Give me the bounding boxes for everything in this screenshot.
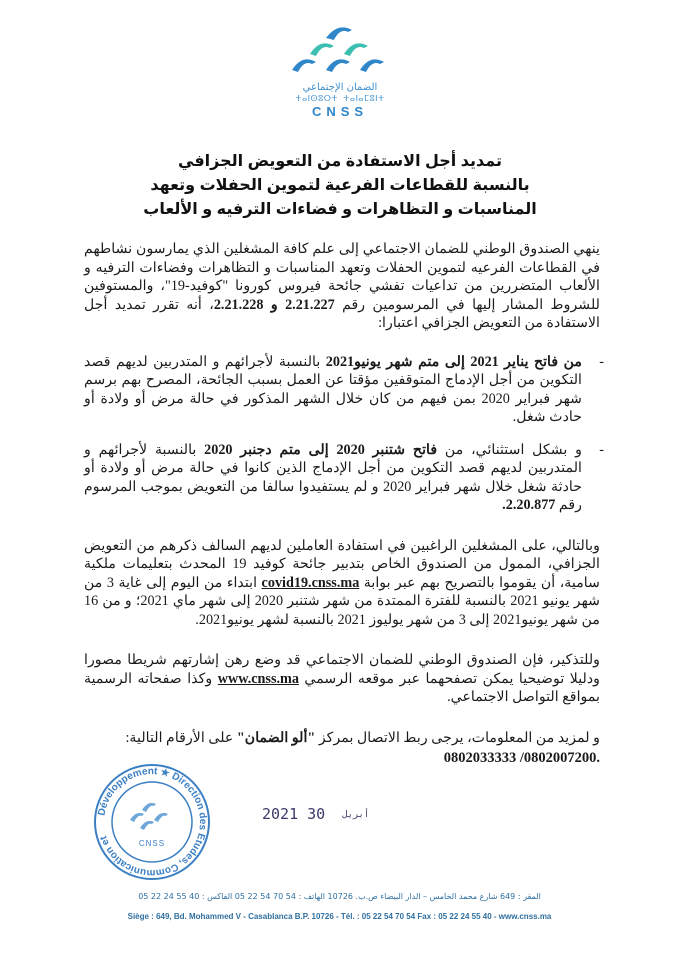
declaration-paragraph	[84, 537, 600, 630]
reminder-text-end: وكذا صفحاته الرسمية بمواقع التواصل الاجتماعي.	[84, 670, 600, 705]
svg-text:Développement ★ Direction des: Développement ★ Direction des Etudes, Communication et	[96, 765, 209, 879]
bullet-period: من فاتح يناير 2021 إلى متم شهر يونيو2021	[325, 353, 582, 370]
logo-acronym: CNSS	[311, 104, 369, 119]
bullet-text: بالنسبة لأجرائهم و المتدربين لديهم قصد التكوين من أجل الإدماج المتوقفين مؤقتا عن العمل بسبب الجائحة، المصرح بهم برسم شهر فبراير 2020 بمن فيهم من كان خلال الشهر المذكور في حالة مرض أو ولادة أو حادث شغل.	[84, 353, 583, 425]
covid-portal-link[interactable]: covid19.cnss.ma	[261, 574, 360, 591]
bullet-dash: -	[599, 441, 604, 458]
declaration-text-end: ابتداء من اليوم إلى غاية 3 من شهر يونيو 2021 بالنسبة للفترة الممتدة من شهر شتنبر 2020 إلى شهر ماي 2021؛ و من 16 من شهر يونيو2021 إلى 3 من شهر يوليوز 2021 بالنسبة لشهر يونيو2021.	[84, 574, 600, 628]
bullet-item-1	[84, 353, 604, 427]
footer-address-french: Siège : 649, Bd. Mohammed V - Casablanca B.P. 10726 - Tél. : 05 22 54 70 54 Fax : 05 22 24 55 40 - www.cnss.ma	[127, 912, 552, 921]
date-day: 30	[307, 805, 326, 823]
cnss-stamp-icon	[92, 762, 212, 882]
logo-tifinagh-name: ⵜⴰⵏⵙⵓⵔⵜ ⵜⴰⵏⴰⵎⵓⵏⵜ	[295, 94, 385, 103]
title-line-3: المناسبات و التظاهرات و فضاءات الترفيه و الألعاب	[143, 201, 537, 218]
svg-text:CNSS: CNSS	[138, 839, 166, 848]
reminder-text: وللتذكير، فإن الصندوق الوطني للضمان الاجتماعي قد وضع رهن إشارتهم شريطا مصورا ودليلا توضيحيا يمكن تصفحهما عبر موقعه الرسمي	[84, 652, 600, 687]
date-year: 2021	[262, 805, 299, 823]
footer	[0, 890, 679, 924]
decree-connector: و	[263, 296, 286, 313]
bullet-lead: و بشكل استثنائي، من	[437, 441, 582, 458]
title-line-1: تمديد أجل الاستفادة من التعويض الجزافي	[178, 153, 502, 170]
contact-paragraph	[84, 729, 600, 748]
bullet-period: فاتح شتنبر 2020 إلى متم دجنبر 2020	[204, 441, 438, 458]
title-line-2: بالنسبة للقطاعات الفرعية لتموين الحفلات وتعهد	[150, 177, 530, 194]
official-stamp	[92, 762, 212, 882]
footer-address-arabic: المقر : 649 شارع محمد الخامس – الدار البيضاء ص.ب. 10726 الهاتف : 54 70 54 22 05 الفاكس : 40 55 24 22 05	[138, 892, 541, 901]
reminder-paragraph	[84, 651, 600, 707]
document-date	[262, 805, 377, 823]
bullet-item-2	[84, 441, 604, 515]
phone-numbers: .0802007200/ 0802033333	[443, 750, 600, 766]
cnss-logo	[288, 18, 392, 130]
website-link[interactable]: www.cnss.ma	[217, 670, 299, 687]
intro-text: ينهي الصندوق الوطني للضمان الاجتماعي إلى علم كافة المشغلين الذي يمارسون نشاطهم في القطاعات الفرعيه لتموين الحفلات وتعهد المناسبات و التظاهرات وفضاءات الترفيه و الألعاب المتضررين من تداعيات تفشي جائحة فيروس كورونا "كوفيد-19"، والمستوفين للشروط المشار إليها في المرسومين رقم	[84, 241, 600, 313]
date-month: أبريل	[342, 809, 370, 820]
logo-arabic-name: الضمان الإجتماعي	[302, 82, 378, 93]
cnss-arches-logo-icon	[290, 18, 390, 80]
document-title	[120, 150, 560, 222]
call-center-name: "ألو الضمان"	[236, 729, 316, 746]
document-body	[84, 240, 604, 768]
intro-paragraph	[84, 240, 600, 333]
decree-number-1: 2.21.227	[285, 296, 335, 313]
decree-number-3: 2.20.877.	[502, 497, 556, 513]
decree-number-2: 2.21.228	[213, 296, 264, 313]
intro-text-end: ، أنه تقرر تمديد أجل الاستفادة من التعويض الجزافي اعتبارا:	[84, 296, 600, 331]
contact-text-end: على الأرقام التالية:	[125, 729, 237, 746]
declaration-text: وبالتالي، على المشغلين الراغبين في استفادة العاملين لديهم السالف ذكرهم من التعويض الجزافي، الممول من الصندوق الخاص بتدبير جائحة كوفيد 19 المحدث بتعليمات ملكية سامية، أن يقوموا بالتصريح بهم عبر بوابة	[84, 537, 601, 591]
bullet-text: بالنسبة لأجرائهم و المتدربين لديهم قصد التكوين من أجل الإدماج الذين كانوا في حالة مرض أو ولادة أو حادثة شغل خلال شهر فبراير 2020 و لم يستفيدوا سالفا من التعويض بموجب المرسوم رقم	[84, 441, 582, 513]
bullet-dash: -	[599, 353, 604, 370]
contact-text: و لمزيد من المعلومات، يرجى ربط الاتصال بمركز	[315, 729, 600, 746]
